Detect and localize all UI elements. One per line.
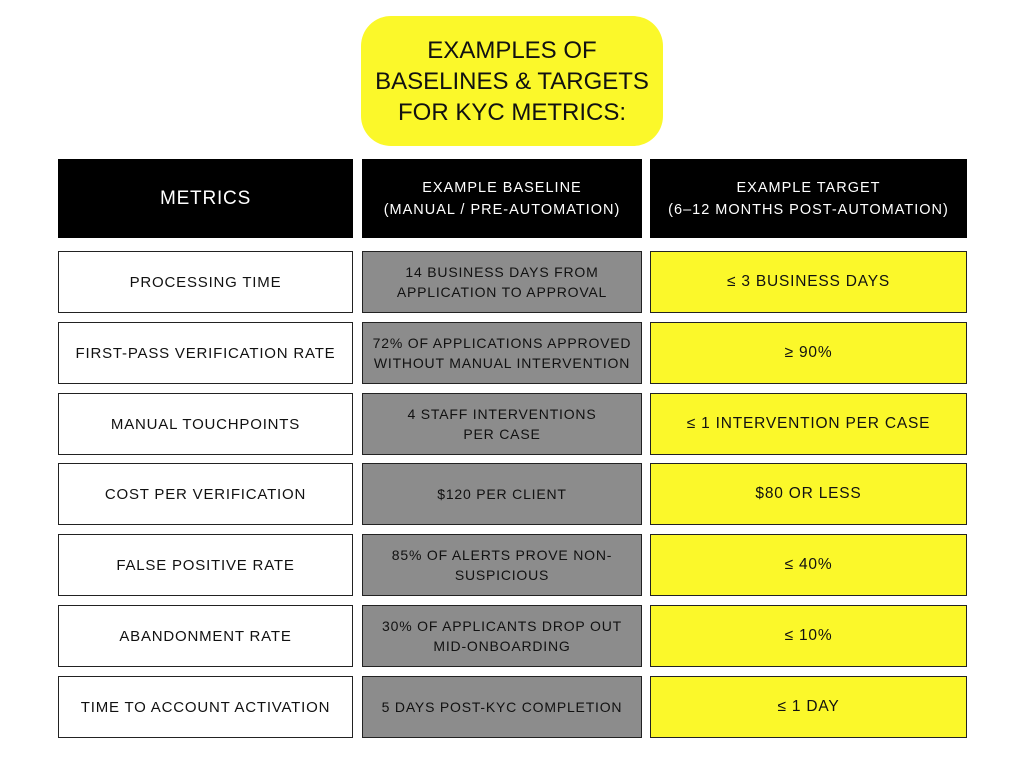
baseline-text: 14 BUSINESS DAYS FROM [405,264,599,280]
header-baseline-line-1: EXAMPLE BASELINE [422,179,582,196]
metric-cell [58,676,353,738]
title-banner [361,16,663,146]
header-baseline-line-2: (MANUAL / PRE-AUTOMATION) [383,201,621,218]
header-target-line-1: EXAMPLE TARGET [736,179,881,196]
baseline-text: 72% OF APPLICATIONS APPROVED [372,335,632,351]
target-cell [650,463,967,525]
metric-label: PROCESSING TIME [129,273,282,291]
baseline-text: 4 STAFF INTERVENTIONS [407,406,597,422]
metric-cell [58,322,353,384]
baseline-text: 30% OF APPLICANTS DROP OUT [382,618,622,634]
target-cell [650,676,967,738]
baseline-cell [362,393,642,455]
target-cell [650,393,967,455]
header-baseline [362,159,642,238]
baseline-cell [362,676,642,738]
metric-cell [58,605,353,667]
baseline-cell [362,322,642,384]
target-text: ≤ 1 INTERVENTION PER CASE [686,415,931,432]
metric-cell [58,251,353,313]
baseline-text: $120 PER CLIENT [437,486,567,502]
header-target [650,159,967,238]
title-line-3: FOR KYC METRICS: [397,98,626,126]
target-text: ≥ 90% [784,344,833,361]
target-text: ≤ 10% [784,627,833,644]
metric-label: FALSE POSITIVE RATE [116,556,295,574]
target-cell [650,322,967,384]
baseline-text: 5 DAYS POST-KYC COMPLETION [381,699,623,715]
header-metrics [58,159,353,238]
target-cell [650,534,967,596]
metric-label: TIME TO ACCOUNT ACTIVATION [80,698,331,716]
metric-label: ABANDONMENT RATE [119,627,292,645]
target-cell [650,605,967,667]
baseline-text: 85% OF ALERTS PROVE NON- [391,547,613,563]
baseline-cell [362,251,642,313]
metric-label: COST PER VERIFICATION [104,485,307,503]
metric-label: MANUAL TOUCHPOINTS [110,415,301,433]
metric-label: FIRST-PASS VERIFICATION RATE [75,344,336,362]
baseline-text: MID-ONBOARDING [433,638,571,654]
baseline-text: WITHOUT MANUAL INTERVENTION [373,355,631,371]
target-text: $80 OR LESS [755,485,862,502]
header-target-line-2: (6–12 MONTHS POST-AUTOMATION) [668,201,949,218]
metric-cell [58,463,353,525]
metric-cell [58,393,353,455]
baseline-cell [362,534,642,596]
baseline-text: APPLICATION TO APPROVAL [396,284,608,300]
target-text: ≤ 1 DAY [777,698,840,715]
target-cell [650,251,967,313]
title-line-1: EXAMPLES OF [427,36,597,64]
baseline-cell [362,463,642,525]
target-text: ≤ 40% [784,556,833,573]
baseline-text: PER CASE [463,426,541,442]
title-line-2: BASELINES & TARGETS [375,67,649,95]
target-text: ≤ 3 BUSINESS DAYS [726,273,891,290]
baseline-cell [362,605,642,667]
metric-cell [58,534,353,596]
header-metrics-label: METRICS [159,187,252,209]
baseline-text: SUSPICIOUS [454,567,550,583]
